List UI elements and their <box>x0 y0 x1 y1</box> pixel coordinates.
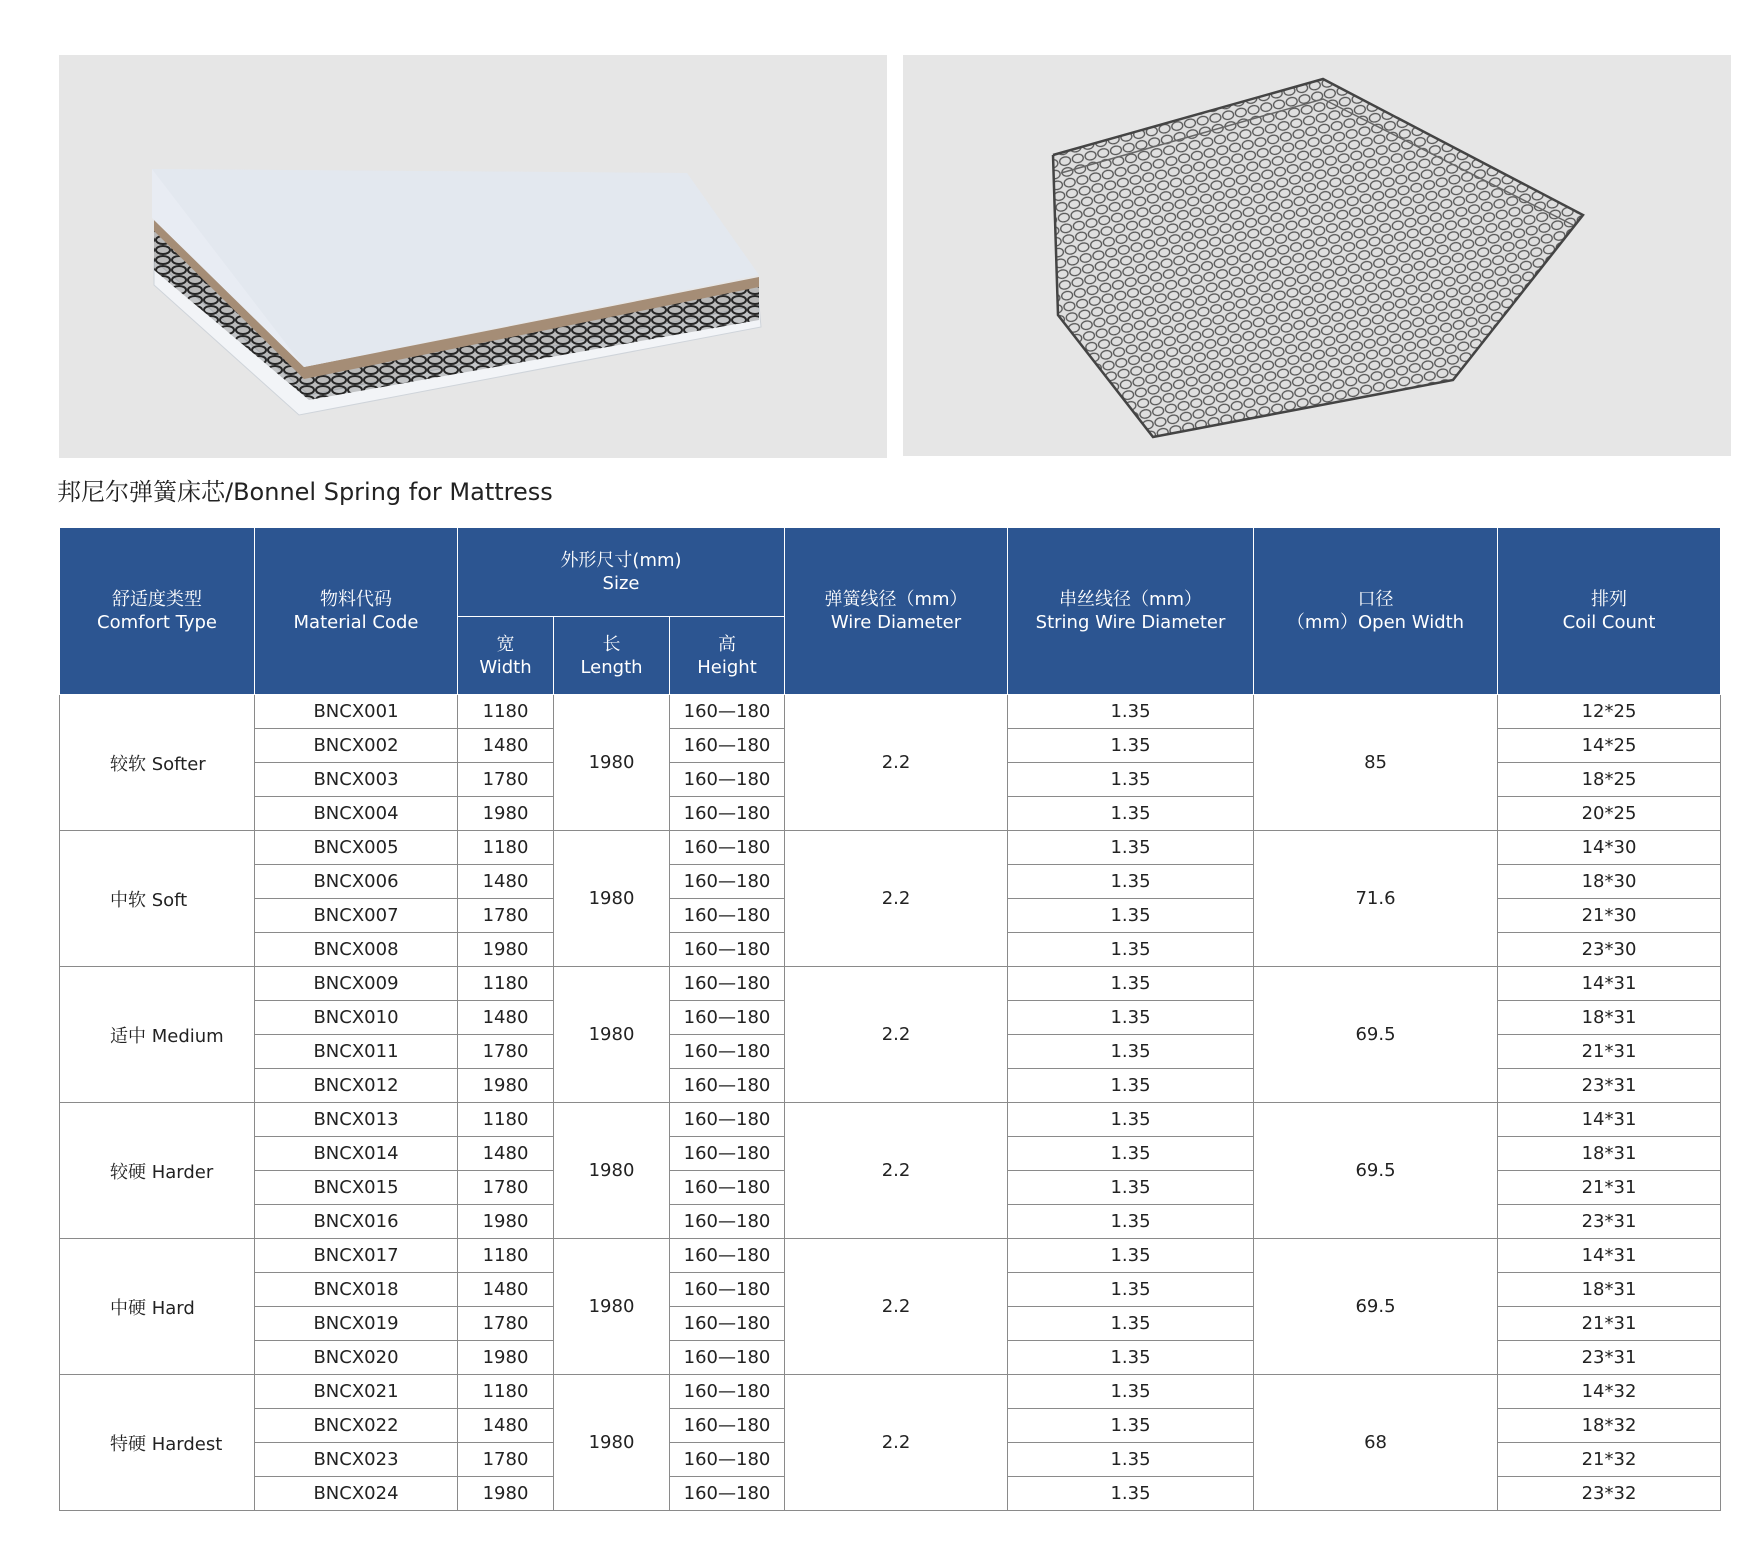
string-wire-cell: 1.35 <box>1008 1341 1254 1375</box>
height-cell: 160—180 <box>670 899 785 933</box>
height-cell: 160—180 <box>670 967 785 1001</box>
header-material-code: 物料代码 Material Code <box>255 528 458 695</box>
string-wire-cell: 1.35 <box>1008 831 1254 865</box>
open-width-cell: 69.5 <box>1254 1103 1498 1239</box>
material-code-cell: BNCX011 <box>255 1035 458 1069</box>
spring-unit-illustration <box>903 55 1731 456</box>
material-code-cell: BNCX003 <box>255 763 458 797</box>
material-code-cell: BNCX016 <box>255 1205 458 1239</box>
wire-diameter-cell: 2.2 <box>785 1375 1008 1511</box>
coil-count-cell: 21*31 <box>1498 1035 1721 1069</box>
open-width-cell: 69.5 <box>1254 1239 1498 1375</box>
coil-count-cell: 23*30 <box>1498 933 1721 967</box>
string-wire-cell: 1.35 <box>1008 899 1254 933</box>
open-width-cell: 71.6 <box>1254 831 1498 967</box>
height-cell: 160—180 <box>670 729 785 763</box>
width-cell: 1980 <box>458 1477 554 1511</box>
width-cell: 1180 <box>458 1239 554 1273</box>
height-cell: 160—180 <box>670 1103 785 1137</box>
width-cell: 1780 <box>458 1443 554 1477</box>
width-cell: 1780 <box>458 763 554 797</box>
width-cell: 1180 <box>458 831 554 865</box>
string-wire-cell: 1.35 <box>1008 865 1254 899</box>
material-code-cell: BNCX024 <box>255 1477 458 1511</box>
height-cell: 160—180 <box>670 1137 785 1171</box>
width-cell: 1480 <box>458 1137 554 1171</box>
width-cell: 1480 <box>458 1273 554 1307</box>
material-code-cell: BNCX004 <box>255 797 458 831</box>
coil-count-cell: 18*31 <box>1498 1273 1721 1307</box>
width-cell: 1980 <box>458 933 554 967</box>
comfort-type-cell: 中硬 Hard <box>60 1239 255 1375</box>
material-code-cell: BNCX020 <box>255 1341 458 1375</box>
width-cell: 1480 <box>458 1409 554 1443</box>
string-wire-cell: 1.35 <box>1008 1477 1254 1511</box>
material-code-cell: BNCX014 <box>255 1137 458 1171</box>
comfort-type-cell: 较硬 Harder <box>60 1103 255 1239</box>
header-size: 外形尺寸(mm) Size <box>458 528 785 617</box>
open-width-cell: 85 <box>1254 695 1498 831</box>
coil-count-cell: 23*31 <box>1498 1069 1721 1103</box>
height-cell: 160—180 <box>670 1069 785 1103</box>
length-cell: 1980 <box>554 831 670 967</box>
height-cell: 160—180 <box>670 831 785 865</box>
material-code-cell: BNCX007 <box>255 899 458 933</box>
coil-count-cell: 18*32 <box>1498 1409 1721 1443</box>
wire-diameter-cell: 2.2 <box>785 695 1008 831</box>
coil-count-cell: 21*31 <box>1498 1307 1721 1341</box>
string-wire-cell: 1.35 <box>1008 695 1254 729</box>
page-title: 邦尼尔弹簧床芯/Bonnel Spring for Mattress <box>57 478 553 506</box>
string-wire-cell: 1.35 <box>1008 1137 1254 1171</box>
height-cell: 160—180 <box>670 797 785 831</box>
header-length: 长 Length <box>554 617 670 695</box>
coil-count-cell: 12*25 <box>1498 695 1721 729</box>
height-cell: 160—180 <box>670 1409 785 1443</box>
comfort-type-cell: 较软 Softer <box>60 695 255 831</box>
length-cell: 1980 <box>554 1103 670 1239</box>
length-cell: 1980 <box>554 695 670 831</box>
material-code-cell: BNCX006 <box>255 865 458 899</box>
spec-table-body <box>60 695 1721 1511</box>
table-row <box>60 695 1721 729</box>
table-row <box>60 1103 1721 1137</box>
material-code-cell: BNCX008 <box>255 933 458 967</box>
width-cell: 1980 <box>458 1069 554 1103</box>
wire-diameter-cell: 2.2 <box>785 1239 1008 1375</box>
string-wire-cell: 1.35 <box>1008 1035 1254 1069</box>
width-cell: 1780 <box>458 1035 554 1069</box>
width-cell: 1180 <box>458 1103 554 1137</box>
width-cell: 1480 <box>458 1001 554 1035</box>
open-width-cell: 68 <box>1254 1375 1498 1511</box>
height-cell: 160—180 <box>670 865 785 899</box>
material-code-cell: BNCX005 <box>255 831 458 865</box>
material-code-cell: BNCX002 <box>255 729 458 763</box>
header-coil-count: 排列 Coil Count <box>1498 528 1721 695</box>
header-width: 宽 Width <box>458 617 554 695</box>
material-code-cell: BNCX013 <box>255 1103 458 1137</box>
width-cell: 1480 <box>458 729 554 763</box>
string-wire-cell: 1.35 <box>1008 1443 1254 1477</box>
height-cell: 160—180 <box>670 1341 785 1375</box>
height-cell: 160—180 <box>670 1375 785 1409</box>
height-cell: 160—180 <box>670 1477 785 1511</box>
length-cell: 1980 <box>554 1239 670 1375</box>
height-cell: 160—180 <box>670 1307 785 1341</box>
material-code-cell: BNCX019 <box>255 1307 458 1341</box>
wire-diameter-cell: 2.2 <box>785 1103 1008 1239</box>
height-cell: 160—180 <box>670 1443 785 1477</box>
material-code-cell: BNCX018 <box>255 1273 458 1307</box>
string-wire-cell: 1.35 <box>1008 933 1254 967</box>
product-photo-mattress <box>59 55 887 458</box>
coil-count-cell: 18*30 <box>1498 865 1721 899</box>
width-cell: 1180 <box>458 967 554 1001</box>
table-row <box>60 1239 1721 1273</box>
header-wire-diameter: 弹簧线径（mm） Wire Diameter <box>785 528 1008 695</box>
table-row <box>60 831 1721 865</box>
coil-count-cell: 23*32 <box>1498 1477 1721 1511</box>
material-code-cell: BNCX012 <box>255 1069 458 1103</box>
coil-count-cell: 23*31 <box>1498 1205 1721 1239</box>
coil-count-cell: 21*31 <box>1498 1171 1721 1205</box>
string-wire-cell: 1.35 <box>1008 763 1254 797</box>
width-cell: 1780 <box>458 1307 554 1341</box>
material-code-cell: BNCX009 <box>255 967 458 1001</box>
string-wire-cell: 1.35 <box>1008 1409 1254 1443</box>
coil-count-cell: 14*30 <box>1498 831 1721 865</box>
height-cell: 160—180 <box>670 1035 785 1069</box>
length-cell: 1980 <box>554 1375 670 1511</box>
spec-table <box>59 527 1721 1511</box>
height-cell: 160—180 <box>670 763 785 797</box>
string-wire-cell: 1.35 <box>1008 729 1254 763</box>
string-wire-cell: 1.35 <box>1008 1239 1254 1273</box>
string-wire-cell: 1.35 <box>1008 1171 1254 1205</box>
string-wire-cell: 1.35 <box>1008 1375 1254 1409</box>
width-cell: 1480 <box>458 865 554 899</box>
coil-count-cell: 14*25 <box>1498 729 1721 763</box>
string-wire-cell: 1.35 <box>1008 1103 1254 1137</box>
material-code-cell: BNCX001 <box>255 695 458 729</box>
coil-count-cell: 23*31 <box>1498 1341 1721 1375</box>
height-cell: 160—180 <box>670 695 785 729</box>
string-wire-cell: 1.35 <box>1008 967 1254 1001</box>
coil-count-cell: 14*32 <box>1498 1375 1721 1409</box>
width-cell: 1180 <box>458 1375 554 1409</box>
width-cell: 1980 <box>458 797 554 831</box>
coil-count-cell: 14*31 <box>1498 1103 1721 1137</box>
comfort-type-cell: 特硬 Hardest <box>60 1375 255 1511</box>
string-wire-cell: 1.35 <box>1008 1001 1254 1035</box>
header-string-wire-diameter: 串丝线径（mm） String Wire Diameter <box>1008 528 1254 695</box>
string-wire-cell: 1.35 <box>1008 1273 1254 1307</box>
open-width-cell: 69.5 <box>1254 967 1498 1103</box>
material-code-cell: BNCX023 <box>255 1443 458 1477</box>
coil-count-cell: 21*32 <box>1498 1443 1721 1477</box>
width-cell: 1180 <box>458 695 554 729</box>
comfort-type-cell: 适中 Medium <box>60 967 255 1103</box>
height-cell: 160—180 <box>670 933 785 967</box>
table-row <box>60 967 1721 1001</box>
header-comfort-type: 舒适度类型 Comfort Type <box>60 528 255 695</box>
material-code-cell: BNCX022 <box>255 1409 458 1443</box>
wire-diameter-cell: 2.2 <box>785 967 1008 1103</box>
material-code-cell: BNCX017 <box>255 1239 458 1273</box>
header-height: 高 Height <box>670 617 785 695</box>
material-code-cell: BNCX015 <box>255 1171 458 1205</box>
table-row <box>60 1375 1721 1409</box>
height-cell: 160—180 <box>670 1205 785 1239</box>
wire-diameter-cell: 2.2 <box>785 831 1008 967</box>
coil-count-cell: 21*30 <box>1498 899 1721 933</box>
height-cell: 160—180 <box>670 1273 785 1307</box>
material-code-cell: BNCX021 <box>255 1375 458 1409</box>
string-wire-cell: 1.35 <box>1008 1069 1254 1103</box>
string-wire-cell: 1.35 <box>1008 797 1254 831</box>
height-cell: 160—180 <box>670 1171 785 1205</box>
coil-count-cell: 14*31 <box>1498 967 1721 1001</box>
header-open-width: 口径 （mm）Open Width <box>1254 528 1498 695</box>
width-cell: 1780 <box>458 899 554 933</box>
coil-count-cell: 14*31 <box>1498 1239 1721 1273</box>
material-code-cell: BNCX010 <box>255 1001 458 1035</box>
coil-count-cell: 18*25 <box>1498 763 1721 797</box>
mattress-illustration <box>59 55 887 458</box>
height-cell: 160—180 <box>670 1001 785 1035</box>
coil-count-cell: 18*31 <box>1498 1001 1721 1035</box>
string-wire-cell: 1.35 <box>1008 1205 1254 1239</box>
coil-count-cell: 18*31 <box>1498 1137 1721 1171</box>
width-cell: 1980 <box>458 1341 554 1375</box>
string-wire-cell: 1.35 <box>1008 1307 1254 1341</box>
length-cell: 1980 <box>554 967 670 1103</box>
width-cell: 1980 <box>458 1205 554 1239</box>
height-cell: 160—180 <box>670 1239 785 1273</box>
coil-count-cell: 20*25 <box>1498 797 1721 831</box>
width-cell: 1780 <box>458 1171 554 1205</box>
comfort-type-cell: 中软 Soft <box>60 831 255 967</box>
product-photo-spring-unit <box>903 55 1731 456</box>
